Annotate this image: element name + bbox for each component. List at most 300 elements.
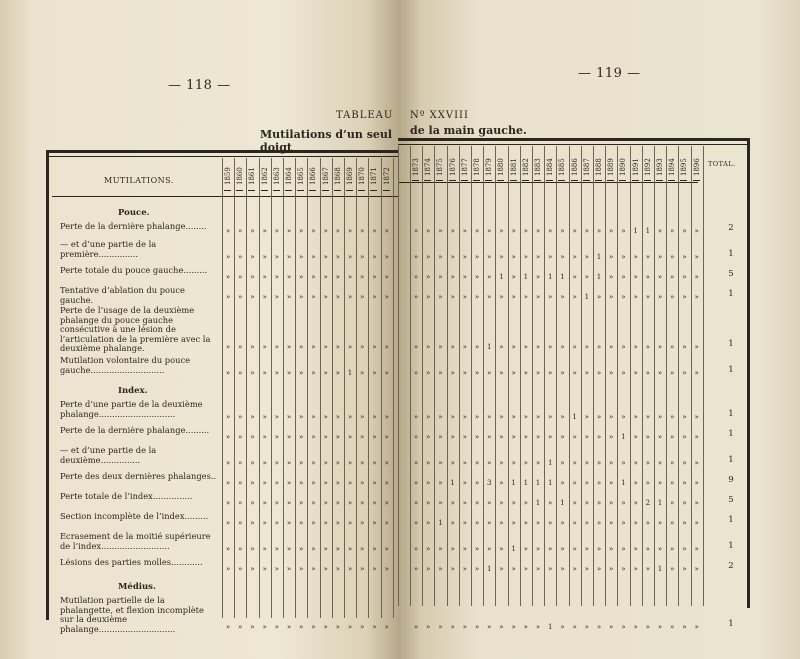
table-cell: » [413, 273, 419, 281]
table-cell: » [426, 413, 431, 421]
table-cell: » [657, 253, 663, 261]
table-cell: » [372, 253, 377, 261]
table-cell: » [523, 565, 528, 573]
row-label: Mutilation partielle de la phalangette, et flexion incomplète sur la deuxième phalange............................. [60, 595, 204, 634]
right-page [398, 0, 800, 659]
table-cell: » [548, 293, 553, 301]
year-label: 1884 [546, 158, 555, 176]
page-number-left: — 118 — [168, 78, 231, 93]
table-cell: » [372, 293, 377, 301]
table-cell: » [535, 623, 541, 631]
year-dash [583, 180, 590, 181]
year-label: 1867 [321, 167, 330, 185]
table-cell: » [311, 545, 316, 553]
table-cell: » [487, 413, 492, 421]
table-cell: » [311, 519, 316, 527]
table-cell: 1 [438, 519, 443, 527]
table-cell: » [250, 433, 255, 441]
row-label: Perte des deux dernières phalanges.. [60, 471, 217, 481]
table-cell: » [682, 545, 687, 553]
table-cell: » [238, 293, 243, 301]
table-cell: » [450, 433, 455, 441]
table-cell: » [572, 293, 577, 301]
table-cell: » [645, 413, 650, 421]
table-cell: » [426, 499, 431, 507]
table-cell: » [523, 413, 528, 421]
table-cell: » [450, 293, 455, 301]
table-cell: » [487, 519, 492, 527]
table-cell: » [238, 343, 243, 351]
table-cell: » [633, 479, 638, 487]
year-dash [607, 180, 614, 181]
table-cell: » [311, 479, 316, 487]
table-cell: » [299, 253, 304, 261]
table-cell: » [413, 479, 419, 487]
year-dash [680, 180, 687, 181]
year-label: 1882 [521, 158, 530, 176]
table-cell: » [225, 343, 231, 351]
year-dash [449, 180, 456, 181]
year-label: 1893 [656, 158, 664, 176]
table-cell: » [548, 433, 553, 441]
table-cell: » [225, 565, 231, 573]
table-cell: » [609, 413, 614, 421]
table-cell: » [523, 545, 528, 553]
table-cell: » [657, 343, 663, 351]
table-cell: » [584, 623, 589, 631]
table-cell: » [426, 565, 431, 573]
table-cell: » [323, 519, 328, 527]
year-label: 1869 [346, 167, 354, 185]
left-page [0, 0, 398, 659]
table-cell: » [633, 565, 638, 573]
year-dash [322, 190, 329, 191]
table-cell: » [584, 499, 589, 507]
table-cell: » [670, 413, 675, 421]
year-label: 1860 [236, 167, 245, 185]
table-cell: » [462, 519, 467, 527]
table-cell: » [238, 623, 243, 631]
table-cell: » [609, 293, 614, 301]
table-cell: » [311, 565, 316, 573]
table-cell: » [682, 519, 687, 527]
table-cell: » [250, 623, 255, 631]
table-cell: » [499, 227, 504, 235]
table-cell: » [250, 565, 255, 573]
table-cell: » [621, 293, 626, 301]
table-cell: » [609, 565, 614, 573]
table-cell: » [621, 343, 626, 351]
table-cell: » [347, 433, 353, 441]
table-cell: » [238, 433, 243, 441]
table-cell: » [335, 253, 340, 261]
table-cell: » [450, 519, 455, 527]
table-cell: » [360, 293, 365, 301]
row-label: — et d’une partie de la deuxième............... [60, 445, 157, 465]
table-cell: » [560, 565, 565, 573]
year-dash [236, 190, 243, 191]
table-cell: » [286, 413, 292, 421]
table-cell: » [250, 459, 255, 467]
table-cell: » [621, 227, 626, 235]
table-cell: » [511, 413, 516, 421]
year-label: 1886 [570, 158, 579, 176]
year-dash [436, 180, 443, 181]
table-cell: » [535, 253, 541, 261]
row-total: 1 [728, 541, 734, 551]
row-label: — et d’une partie de la première............... [60, 239, 157, 259]
table-cell: » [633, 413, 638, 421]
table-cell: » [347, 565, 353, 573]
table-cell: » [694, 227, 699, 235]
table-cell: » [670, 227, 675, 235]
table-cell: » [262, 369, 267, 377]
table-cell: » [438, 499, 443, 507]
table-cell: » [523, 499, 528, 507]
table-cell: » [225, 369, 231, 377]
table-cell: » [645, 433, 650, 441]
year-dash [546, 180, 553, 181]
table-cell: » [274, 413, 279, 421]
table-cell: » [609, 499, 614, 507]
table-cell: » [694, 253, 699, 261]
table-cell: » [633, 253, 638, 261]
table-cell: » [250, 253, 255, 261]
table-cell: » [682, 369, 687, 377]
table-cell: » [560, 545, 565, 553]
table-cell: » [584, 433, 589, 441]
year-dash [273, 190, 280, 191]
table-cell: » [299, 565, 304, 573]
table-cell: » [560, 369, 565, 377]
table-cell: » [274, 293, 279, 301]
table-cell: » [474, 433, 480, 441]
table-cell: » [694, 343, 699, 351]
table-cell: » [262, 479, 267, 487]
table-cell: » [225, 479, 231, 487]
row-total: 9 [728, 475, 734, 485]
table-cell: » [596, 479, 602, 487]
year-dash [668, 180, 675, 181]
table-title-right: Nº XXVIII [410, 110, 469, 121]
table-cell: » [499, 433, 504, 441]
table-cell: 1 [535, 499, 541, 507]
table-top-rule-right [398, 138, 750, 141]
table-cell: » [311, 433, 316, 441]
table-cell: » [474, 479, 480, 487]
table-cell: 1 [535, 479, 541, 487]
table-cell: » [462, 459, 467, 467]
table-cell: » [372, 369, 377, 377]
table-cell: » [511, 253, 516, 261]
table-top-rule-inner-right [398, 144, 750, 145]
table-cell: » [560, 519, 565, 527]
table-cell: » [560, 623, 565, 631]
table-cell: » [499, 499, 504, 507]
table-cell: » [384, 519, 389, 527]
table-cell: » [682, 565, 687, 573]
year-dash [424, 180, 431, 181]
table-cell: » [474, 293, 480, 301]
table-cell: » [299, 499, 304, 507]
table-cell: » [299, 413, 304, 421]
table-cell: » [694, 623, 699, 631]
table-cell: » [450, 227, 455, 235]
table-cell: » [657, 273, 663, 281]
table-cell: » [323, 293, 328, 301]
table-cell: » [657, 519, 663, 527]
row-total: 5 [728, 495, 734, 505]
table-cell: » [474, 519, 480, 527]
table-cell: » [311, 227, 316, 235]
table-cell: » [335, 369, 340, 377]
year-label: 1868 [333, 167, 342, 185]
table-cell: » [426, 623, 431, 631]
year-dash [534, 180, 541, 181]
row-total: 1 [728, 339, 734, 349]
table-cell: » [323, 369, 328, 377]
table-cell: » [511, 273, 516, 281]
table-cell: » [225, 623, 231, 631]
table-cell: » [560, 293, 565, 301]
year-dash [358, 190, 365, 191]
table-cell: » [474, 343, 480, 351]
table-cell: » [372, 433, 377, 441]
table-cell: » [657, 433, 663, 441]
table-cell: » [523, 623, 528, 631]
table-cell: » [535, 565, 541, 573]
table-cell: » [274, 369, 279, 377]
table-cell: » [596, 499, 602, 507]
table-cell: » [609, 273, 614, 281]
year-label: 1873 [412, 158, 420, 176]
table-cell: » [413, 545, 419, 553]
table-cell: » [450, 343, 455, 351]
table-cell: » [645, 293, 650, 301]
table-cell: 1 [560, 273, 565, 281]
table-cell: » [474, 623, 480, 631]
table-cell: » [384, 343, 389, 351]
table-cell: » [274, 479, 279, 487]
table-cell: » [360, 565, 365, 573]
table-cell: » [572, 565, 577, 573]
table-cell: » [548, 413, 553, 421]
table-cell: » [286, 499, 292, 507]
table-cell: » [360, 273, 365, 281]
table-cell: » [596, 565, 602, 573]
row-total: 1 [728, 455, 734, 465]
table-cell: 1 [633, 227, 638, 235]
table-cell: » [682, 499, 687, 507]
table-cell: » [372, 273, 377, 281]
table-cell: » [274, 343, 279, 351]
table-cell: » [299, 545, 304, 553]
table-cell: » [286, 623, 292, 631]
table-cell: » [474, 227, 480, 235]
table-cell: » [450, 565, 455, 573]
table-cell: » [450, 369, 455, 377]
year-label: 1895 [680, 158, 689, 176]
table-cell: » [262, 273, 267, 281]
table-cell: » [360, 369, 365, 377]
table-cell: » [238, 227, 243, 235]
table-cell: » [621, 273, 626, 281]
table-cell: » [621, 499, 626, 507]
year-dash [261, 190, 268, 191]
year-dash [461, 180, 468, 181]
table-cell: » [250, 369, 255, 377]
table-cell: » [323, 253, 328, 261]
table-cell: » [499, 545, 504, 553]
table-cell: » [584, 565, 589, 573]
table-cell: » [682, 433, 687, 441]
table-cell: » [335, 433, 340, 441]
year-label: 1870 [358, 167, 367, 185]
table-cell: » [413, 499, 419, 507]
table-cell: 3 [486, 479, 492, 487]
table-cell: » [572, 273, 577, 281]
table-cell: » [413, 293, 419, 301]
table-cell: » [438, 253, 443, 261]
table-cell: » [657, 545, 663, 553]
table-cell: » [384, 623, 389, 631]
year-label: 1865 [297, 167, 306, 185]
table-cell: 1 [547, 273, 553, 281]
table-cell: » [633, 369, 638, 377]
row-label: Perte de la dernière phalange........ [60, 221, 207, 231]
total-header: TOTAL. [708, 160, 736, 168]
table-cell: 1 [511, 545, 516, 553]
table-cell: » [645, 623, 650, 631]
table-cell: » [474, 459, 480, 467]
table-cell: » [645, 565, 650, 573]
table-cell: » [450, 459, 455, 467]
table-cell: » [511, 227, 516, 235]
table-cell: » [670, 369, 675, 377]
table-cell: » [384, 499, 389, 507]
row-label: Perte de la dernière phalange......... [60, 425, 210, 435]
year-dash [334, 190, 341, 191]
table-cell: » [238, 565, 243, 573]
table-cell: » [360, 623, 365, 631]
table-cell: » [426, 519, 431, 527]
table-cell: » [523, 343, 528, 351]
table-cell: » [450, 273, 455, 281]
table-cell: » [384, 413, 389, 421]
year-label: 1880 [497, 158, 506, 176]
table-right-border [747, 138, 750, 608]
table-cell: 1 [645, 227, 651, 235]
table-cell: » [462, 499, 467, 507]
year-dash [370, 190, 377, 191]
table-cell: » [487, 499, 492, 507]
table-cell: » [609, 479, 614, 487]
table-cell: » [384, 369, 389, 377]
table-cell: » [670, 545, 675, 553]
table-cell: » [609, 343, 614, 351]
table-cell: » [694, 413, 699, 421]
table-cell: » [299, 227, 304, 235]
table-cell: » [262, 519, 267, 527]
table-cell: » [523, 253, 528, 261]
table-cell: » [645, 519, 650, 527]
table-cell: » [511, 519, 516, 527]
year-dash [571, 180, 578, 181]
table-cell: » [584, 545, 589, 553]
row-total: 5 [728, 269, 734, 279]
year-label: 1866 [309, 167, 318, 185]
table-cell: » [360, 343, 365, 351]
table-cell: » [535, 459, 541, 467]
table-cell: » [262, 227, 267, 235]
table-cell: » [372, 413, 377, 421]
year-dash [309, 190, 316, 191]
table-cell: » [487, 623, 492, 631]
table-cell: » [462, 545, 467, 553]
table-cell: » [584, 479, 589, 487]
table-cell: » [225, 273, 231, 281]
table-cell: » [413, 413, 419, 421]
table-cell: » [438, 413, 443, 421]
table-cell: » [335, 293, 340, 301]
table-cell: » [311, 459, 316, 467]
year-dash [619, 180, 626, 181]
table-cell: » [262, 433, 267, 441]
table-cell: » [347, 623, 353, 631]
table-cell: » [609, 623, 614, 631]
header-rule [52, 196, 398, 197]
table-cell: » [438, 545, 443, 553]
table-cell: » [238, 369, 243, 377]
table-cell: » [335, 565, 340, 573]
year-dash [644, 180, 651, 181]
table-cell: » [426, 479, 431, 487]
table-title: TABLEAU [336, 110, 394, 121]
table-cell: » [360, 227, 365, 235]
table-cell: » [657, 413, 663, 421]
table-cell: » [299, 293, 304, 301]
table-cell: » [609, 253, 614, 261]
table-cell: » [450, 545, 455, 553]
table-cell: » [694, 433, 699, 441]
table-cell: » [548, 253, 553, 261]
table-cell: » [523, 293, 528, 301]
section-title: Pouce. [118, 208, 150, 218]
table-cell: 1 [523, 273, 529, 281]
year-dash [224, 190, 231, 191]
table-cell: » [274, 519, 279, 527]
table-cell: » [347, 293, 353, 301]
table-cell: » [347, 499, 353, 507]
table-cell: 1 [347, 369, 353, 377]
table-cell: » [511, 499, 516, 507]
table-cell: » [286, 519, 292, 527]
table-cell: » [413, 433, 419, 441]
table-cell: » [670, 565, 675, 573]
table-cell: » [311, 413, 316, 421]
table-cell: » [657, 623, 663, 631]
column-rule [398, 146, 399, 606]
table-cell: » [450, 499, 455, 507]
table-cell: » [274, 459, 279, 467]
year-label: 1862 [260, 167, 269, 185]
year-label: 1877 [460, 158, 469, 176]
table-cell: » [413, 623, 419, 631]
table-cell: » [299, 273, 304, 281]
table-cell: » [360, 499, 365, 507]
year-dash [693, 180, 700, 181]
table-cell: » [621, 413, 626, 421]
